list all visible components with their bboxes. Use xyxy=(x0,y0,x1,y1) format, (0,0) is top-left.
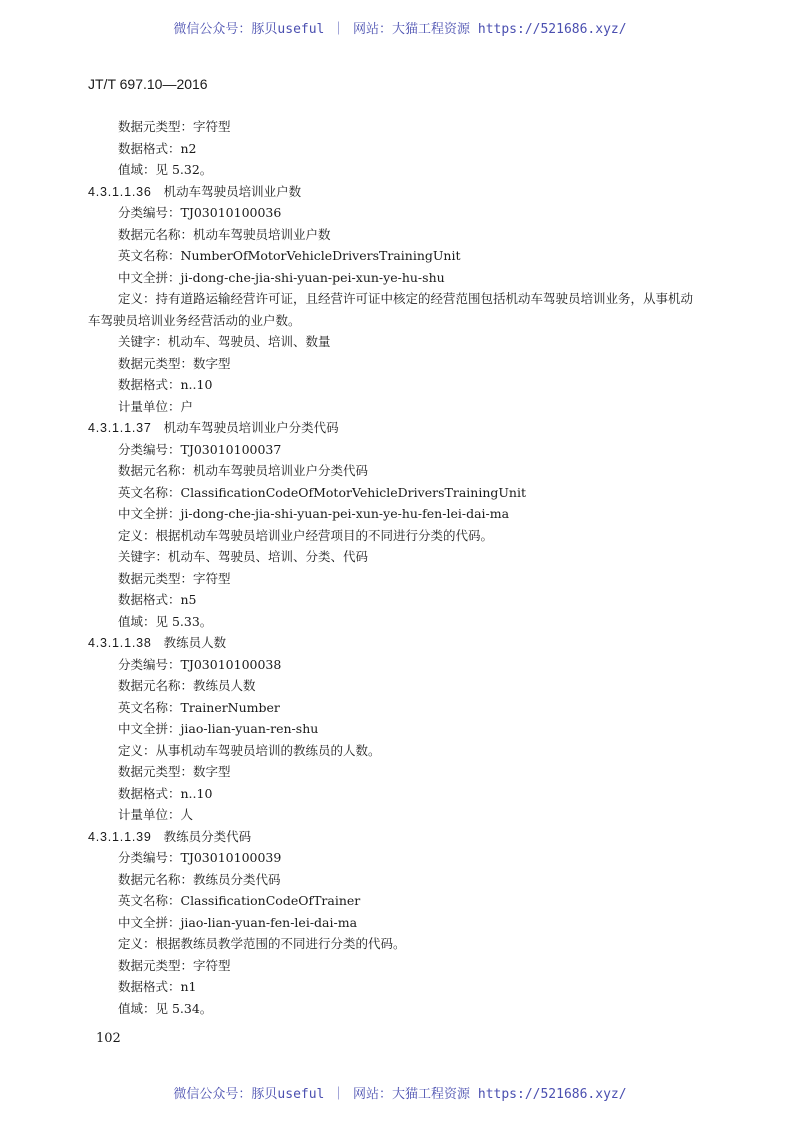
section-number: 4.3.1.1.36 xyxy=(88,184,152,199)
field-line: 数据格式：n2 xyxy=(118,140,197,156)
field-line: 关键字：机动车、驾驶员、培训、数量 xyxy=(118,334,331,349)
field-line: 英文名称：ClassificationCodeOfTrainer xyxy=(118,893,361,908)
field-line: 定义：根据机动车驾驶员培训业户经营项目的不同进行分类的代码。 xyxy=(118,527,494,543)
section-number: 4.3.1.1.37 xyxy=(88,421,152,435)
section-title: 机动车驾驶员培训业户数 xyxy=(163,183,302,199)
section-title: 教练员分类代码 xyxy=(163,828,252,844)
section-heading xyxy=(88,632,724,654)
section-number: 4.3.1.1.38 xyxy=(88,636,152,650)
section-title: 教练员人数 xyxy=(163,635,227,650)
page-number: 102 xyxy=(96,1031,121,1046)
field-line: 计量单位：人 xyxy=(118,807,194,822)
field-line: 值域：见 5.32。 xyxy=(118,162,213,177)
field-line: 计量单位：户 xyxy=(118,398,194,414)
field-line: 数据格式：n..10 xyxy=(118,785,213,801)
watermark-bottom: 微信公众号：豚贝useful ｜ 网站：大猫工程资源 https://521686.xyz/ xyxy=(173,1087,627,1102)
field-line: 数据元类型：字符型 xyxy=(118,957,231,973)
field-line: 定义：从事机动车驾驶员培训的教练员的人数。 xyxy=(118,742,381,758)
field-line: 数据元名称：教练员人数 xyxy=(118,678,256,693)
field-line: 数据元名称：教练员分类代码 xyxy=(118,871,281,887)
field-line: 分类编号：TJ03010100039 xyxy=(118,850,282,865)
field-line: 数据元类型：数字型 xyxy=(118,355,231,371)
field-line: 数据格式：n1 xyxy=(118,979,197,994)
watermark-top: 微信公众号：豚贝useful ｜ 网站：大猫工程资源 https://521686.xyz/ xyxy=(173,22,627,37)
section-heading xyxy=(88,826,724,848)
field-line: 分类编号：TJ03010100036 xyxy=(118,205,282,220)
field-line: 中文全拼：ji-dong-che-jia-shi-yuan-pei-xun-ye-hu-shu xyxy=(118,269,445,285)
field-line: 英文名称：NumberOfMotorVehicleDriversTrainingUnit xyxy=(118,248,461,263)
field-line: 数据元名称：机动车驾驶员培训业户分类代码 xyxy=(118,463,369,478)
field-line: 中文全拼：jiao-lian-yuan-ren-shu xyxy=(118,721,319,736)
field-line: 分类编号：TJ03010100037 xyxy=(118,441,282,457)
field-line: 值域：见 5.33。 xyxy=(118,613,213,629)
field-line: 定义：根据教练员教学范围的不同进行分类的代码。 xyxy=(118,936,406,951)
field-line: 英文名称：TrainerNumber xyxy=(118,699,280,715)
document-body xyxy=(88,116,724,1019)
field-line: 数据格式：n..10 xyxy=(118,377,213,392)
field-line: 中文全拼：ji-dong-che-jia-shi-yuan-pei-xun-ye-hu-fen-lei-dai-ma xyxy=(118,506,510,521)
field-line: 数据元类型：字符型 xyxy=(118,119,231,134)
field-line: 分类编号：TJ03010100038 xyxy=(118,656,282,672)
definition-paragraph: 定义：持有道路运输经营许可证，且经营许可证中核定的经营范围包括机动车驾驶员培训业务，从事机动车驾驶员培训业务经营活动的业户数。 xyxy=(88,291,694,328)
document-id-header: JT/T 697.10—2016 xyxy=(88,76,208,92)
field-line: 数据格式：n5 xyxy=(118,592,197,607)
section-heading xyxy=(88,417,724,439)
section-number: 4.3.1.1.39 xyxy=(88,829,152,844)
field-line: 英文名称：ClassificationCodeOfMotorVehicleDriversTrainingUnit xyxy=(118,484,526,500)
field-line: 关键字：机动车、驾驶员、培训、分类、代码 xyxy=(118,549,369,564)
field-line: 中文全拼：jiao-lian-yuan-fen-lei-dai-ma xyxy=(118,914,358,930)
section-title: 机动车驾驶员培训业户分类代码 xyxy=(163,420,339,435)
field-line: 值域：见 5.34。 xyxy=(118,1000,213,1016)
field-line: 数据元类型：数字型 xyxy=(118,764,231,779)
field-line: 数据元名称：机动车驾驶员培训业户数 xyxy=(118,226,331,242)
section-heading xyxy=(88,181,724,203)
field-line: 数据元类型：字符型 xyxy=(118,570,231,586)
